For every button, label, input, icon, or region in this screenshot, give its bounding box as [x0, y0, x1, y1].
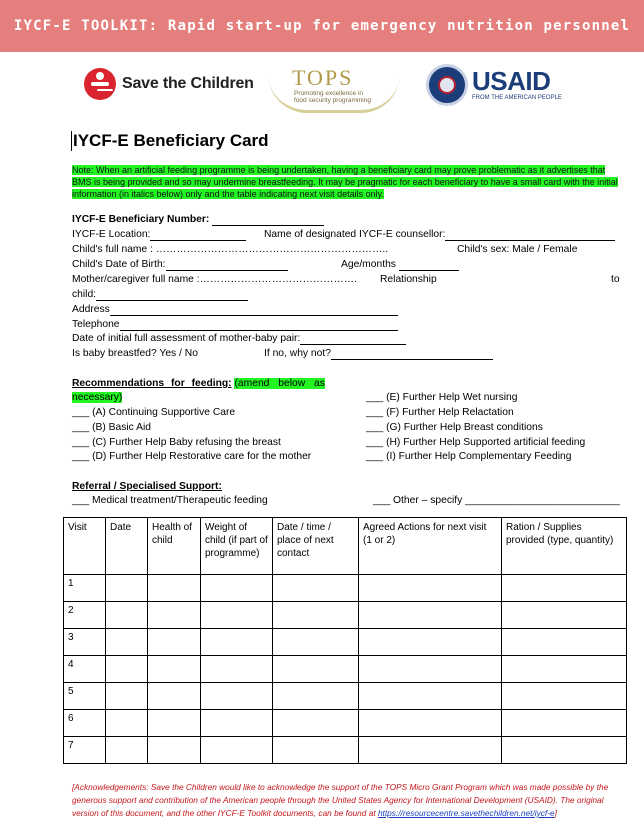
table-cell[interactable] — [502, 629, 627, 656]
table-cell[interactable] — [148, 602, 201, 629]
beneficiary-number-field[interactable] — [72, 213, 324, 226]
table-cell[interactable] — [148, 737, 201, 764]
assessment-date-field[interactable] — [72, 332, 406, 345]
table-cell[interactable] — [201, 575, 273, 602]
recommendation-g[interactable]: ___ (G) Further Help Breast conditions — [366, 422, 543, 433]
telephone-field[interactable] — [72, 318, 398, 331]
visit-number: 4 — [64, 656, 106, 683]
table-cell[interactable] — [273, 575, 359, 602]
referral-heading: Referral / Specialised Support: — [72, 481, 222, 492]
why-not-field[interactable] — [264, 347, 493, 360]
table-cell[interactable] — [502, 737, 627, 764]
usaid-tagline: FROM THE AMERICAN PEOPLE — [472, 95, 562, 101]
table-cell[interactable] — [201, 629, 273, 656]
visit-number: 1 — [64, 575, 106, 602]
child-name-label: Child's full name : — [72, 244, 153, 255]
table-cell[interactable] — [359, 656, 502, 683]
assessment-date-label: Date of initial full assessment of mother-baby pair: — [72, 333, 301, 344]
breastfed-field[interactable]: Is baby breastfed? Yes / No — [72, 348, 198, 359]
note-text: Note: When an artificial feeding programme is being undertaken, having a beneficiary card may prove problematic as it advertises that BMS is being provided and so may undermine breastfeeding. It may be pragmatic for each beneficiary to have a small card with the initial information (in italics below) only and the table indicating next visit details only. — [72, 165, 618, 199]
artificial-feeding-note — [72, 164, 622, 200]
table-cell[interactable] — [106, 737, 148, 764]
table-cell[interactable] — [106, 710, 148, 737]
table-row — [64, 683, 627, 710]
table-cell[interactable] — [148, 683, 201, 710]
toolkit-banner: IYCF-E TOOLKIT: Rapid start-up for emergency nutrition personnel — [0, 0, 644, 52]
age-label: Age/months — [341, 259, 396, 270]
relationship-field[interactable] — [72, 288, 248, 301]
table-cell[interactable] — [273, 629, 359, 656]
child-name-dots: ………………………………………………………….. — [155, 244, 389, 255]
mother-name-field[interactable]: Mother/caregiver full name :………………………………………. — [72, 274, 357, 285]
beneficiary-number-label: IYCF-E Beneficiary Number: — [72, 214, 210, 225]
acknowledgement-close: ] — [554, 808, 557, 818]
table-cell[interactable] — [201, 656, 273, 683]
table-row — [64, 737, 627, 764]
page-title: IYCF-E Beneficiary Card — [73, 131, 269, 150]
table-cell[interactable] — [502, 575, 627, 602]
table-cell[interactable] — [359, 575, 502, 602]
referral-other-option[interactable]: ___ Other – specify ___________________________ — [373, 495, 620, 506]
acknowledgement-note — [72, 781, 628, 820]
recommendations-heading — [72, 377, 325, 390]
relationship-label: Relationship — [380, 274, 437, 285]
counsellor-label: Name of designated IYCF-E counsellor: — [264, 229, 446, 240]
table-row — [64, 656, 627, 683]
table-cell[interactable] — [273, 710, 359, 737]
table-cell[interactable] — [359, 602, 502, 629]
age-field[interactable] — [341, 258, 459, 271]
header-date: Date — [106, 518, 148, 575]
save-the-children-icon — [84, 68, 116, 100]
child-sex-field[interactable]: Child's sex: Male / Female — [457, 244, 578, 255]
recommendation-h[interactable]: ___ (H) Further Help Supported artificial feeding — [366, 437, 586, 448]
location-label: IYCF-E Location: — [72, 229, 151, 240]
tops-logo — [268, 66, 402, 110]
table-cell[interactable] — [106, 656, 148, 683]
recommendation-c[interactable]: ___ (C) Further Help Baby refusing the breast — [72, 437, 281, 448]
table-cell[interactable] — [273, 683, 359, 710]
visit-table — [63, 517, 627, 764]
table-cell[interactable] — [148, 575, 201, 602]
table-cell[interactable] — [273, 656, 359, 683]
table-cell[interactable] — [502, 683, 627, 710]
table-cell[interactable] — [273, 602, 359, 629]
table-row — [64, 629, 627, 656]
usaid-seal-icon — [426, 64, 468, 106]
visit-number: 3 — [64, 629, 106, 656]
header-weight: Weight of child (if part of programme) — [201, 518, 273, 575]
table-cell[interactable] — [201, 710, 273, 737]
tops-tagline-1: Promoting excellence in — [294, 90, 364, 97]
usaid-logo — [426, 64, 562, 106]
header-ration: Ration / Supplies provided (type, quantity) — [502, 518, 627, 575]
counsellor-field[interactable] — [264, 228, 615, 241]
save-the-children-wordmark: Save the Children — [122, 75, 254, 92]
dob-label: Child's Date of Birth: — [72, 259, 166, 270]
table-cell[interactable] — [148, 629, 201, 656]
table-cell[interactable] — [359, 683, 502, 710]
table-cell[interactable] — [201, 737, 273, 764]
table-cell[interactable] — [148, 710, 201, 737]
recommendations-note-2: necessary) — [72, 392, 123, 403]
recommendation-f[interactable]: ___ (F) Further Help Relactation — [366, 407, 514, 418]
child-label: child: — [72, 289, 97, 300]
table-header-row — [64, 518, 627, 575]
table-cell[interactable] — [359, 710, 502, 737]
usaid-wordmark: USAID — [472, 66, 551, 96]
table-row — [64, 602, 627, 629]
table-cell[interactable] — [359, 629, 502, 656]
recommendation-a[interactable]: ___ (A) Continuing Supportive Care — [72, 407, 236, 418]
table-cell[interactable] — [502, 710, 627, 737]
location-field[interactable] — [72, 228, 246, 241]
table-cell[interactable] — [359, 737, 502, 764]
header-next-contact: Date / time / place of next contact — [273, 518, 359, 575]
tops-arc-icon — [268, 74, 400, 113]
tops-tagline-2: food security programming — [294, 97, 371, 104]
recommendations-note-1: (amend below as — [234, 378, 325, 389]
recommendation-d[interactable]: ___ (D) Further Help Restorative care for the mother — [72, 451, 312, 462]
table-cell[interactable] — [106, 575, 148, 602]
table-cell[interactable] — [273, 737, 359, 764]
table-cell[interactable] — [106, 629, 148, 656]
visit-number: 6 — [64, 710, 106, 737]
recommendation-e[interactable]: ___ (E) Further Help Wet nursing — [366, 392, 518, 403]
header-visit: Visit — [64, 518, 106, 575]
tops-wordmark: TOPS — [292, 65, 354, 90]
table-cell[interactable] — [201, 683, 273, 710]
resource-centre-link[interactable]: https://resourcecentre.savethechildren.net/iycf-e — [377, 808, 555, 818]
table-cell[interactable] — [502, 656, 627, 683]
table-cell[interactable] — [201, 602, 273, 629]
recommendation-b[interactable]: ___ (B) Basic Aid — [72, 422, 152, 433]
visit-number: 7 — [64, 737, 106, 764]
table-cell[interactable] — [148, 656, 201, 683]
recommendation-i[interactable]: ___ (I) Further Help Complementary Feeding — [366, 451, 572, 462]
table-cell[interactable] — [502, 602, 627, 629]
recommendations-note-line — [72, 391, 122, 404]
table-cell[interactable] — [106, 683, 148, 710]
visit-number: 5 — [64, 683, 106, 710]
child-name-field[interactable] — [72, 243, 388, 256]
table-row — [64, 710, 627, 737]
address-label: Address — [72, 304, 110, 315]
table-cell[interactable] — [106, 602, 148, 629]
header-agreed-actions: Agreed Actions for next visit (1 or 2) — [359, 518, 502, 575]
dob-field[interactable] — [72, 258, 288, 271]
visit-number: 2 — [64, 602, 106, 629]
table-row — [64, 575, 627, 602]
header-health: Health of child — [148, 518, 201, 575]
relationship-to-label: to — [611, 274, 620, 285]
referral-medical-option[interactable]: ___ Medical treatment/Therapeutic feeding — [72, 495, 268, 506]
address-field[interactable] — [72, 303, 398, 316]
acknowledgement-text: [Acknowledgements: Save the Children would like to acknowledge the support of the TOPS Micro Grant Program which was made possible by the generous support and contribution of the American people through the United States Agency for International Development (USAID). The original version of this document, and the other IYCF-E Toolkit documents, can be found at — [72, 782, 609, 818]
telephone-label: Telephone — [72, 319, 120, 330]
why-not-label: If no, why not? — [264, 348, 331, 359]
partner-logos — [0, 60, 644, 114]
save-the-children-logo — [84, 68, 254, 100]
recommendations-title: Recommendations for feeding: — [72, 378, 232, 389]
